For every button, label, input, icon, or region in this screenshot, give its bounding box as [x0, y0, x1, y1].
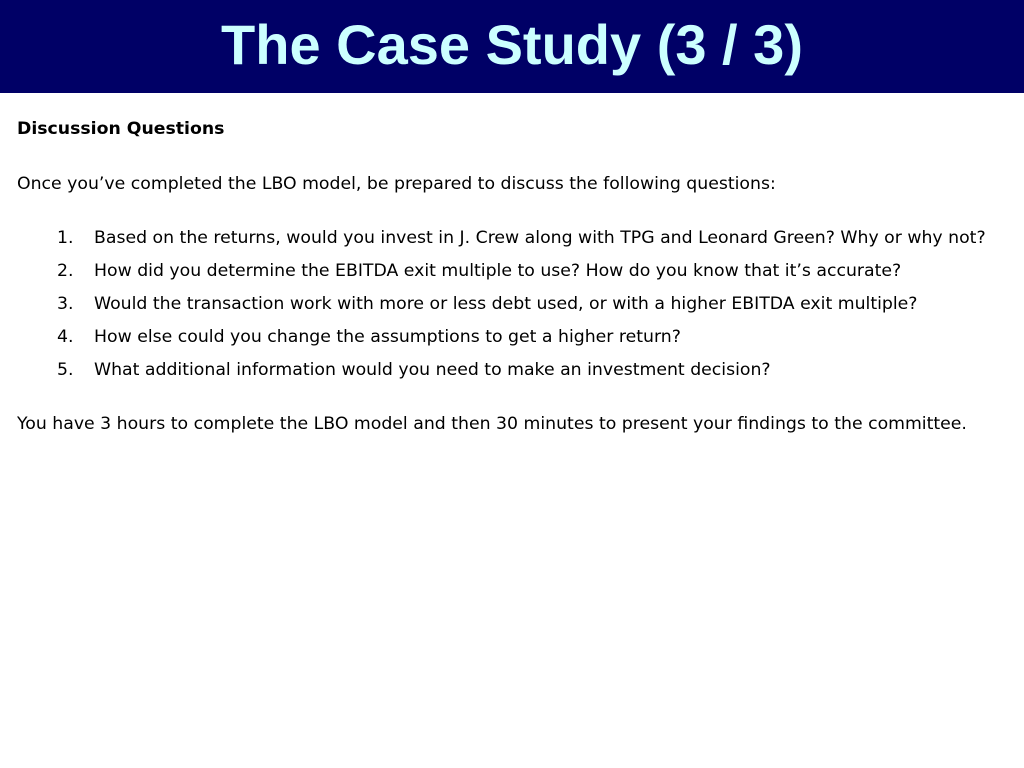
question-list [17, 222, 1007, 387]
question-text: How did you determine the EBITDA exit multiple to use? How do you know that it’s accurate? [94, 261, 902, 281]
intro-paragraph: Once you’ve completed the LBO model, be prepared to discuss the following questions: [17, 174, 776, 194]
question-item [17, 288, 1007, 321]
question-item [17, 321, 1007, 354]
slide-content [17, 113, 1007, 441]
question-number: 2. [57, 261, 74, 281]
question-item [17, 222, 1007, 255]
question-number: 3. [57, 294, 74, 314]
question-text: Would the transaction work with more or less debt used, or with a higher EBITDA exit multiple? [94, 294, 918, 314]
question-text: What additional information would you need to make an investment decision? [94, 360, 771, 380]
closing-paragraph: You have 3 hours to complete the LBO model and then 30 minutes to present your findings to the committee. [17, 414, 967, 434]
question-item [17, 354, 1007, 387]
question-text: How else could you change the assumptions to get a higher return? [94, 327, 681, 347]
slide-title: The Case Study (3 / 3) [221, 12, 803, 76]
section-heading: Discussion Questions [17, 119, 225, 139]
question-number: 1. [57, 228, 74, 248]
question-number: 5. [57, 360, 74, 380]
title-bar [0, 0, 1024, 93]
question-text: Based on the returns, would you invest in J. Crew along with TPG and Leonard Green? Why or why not? [94, 228, 986, 248]
question-item [17, 255, 1007, 288]
question-number: 4. [57, 327, 74, 347]
